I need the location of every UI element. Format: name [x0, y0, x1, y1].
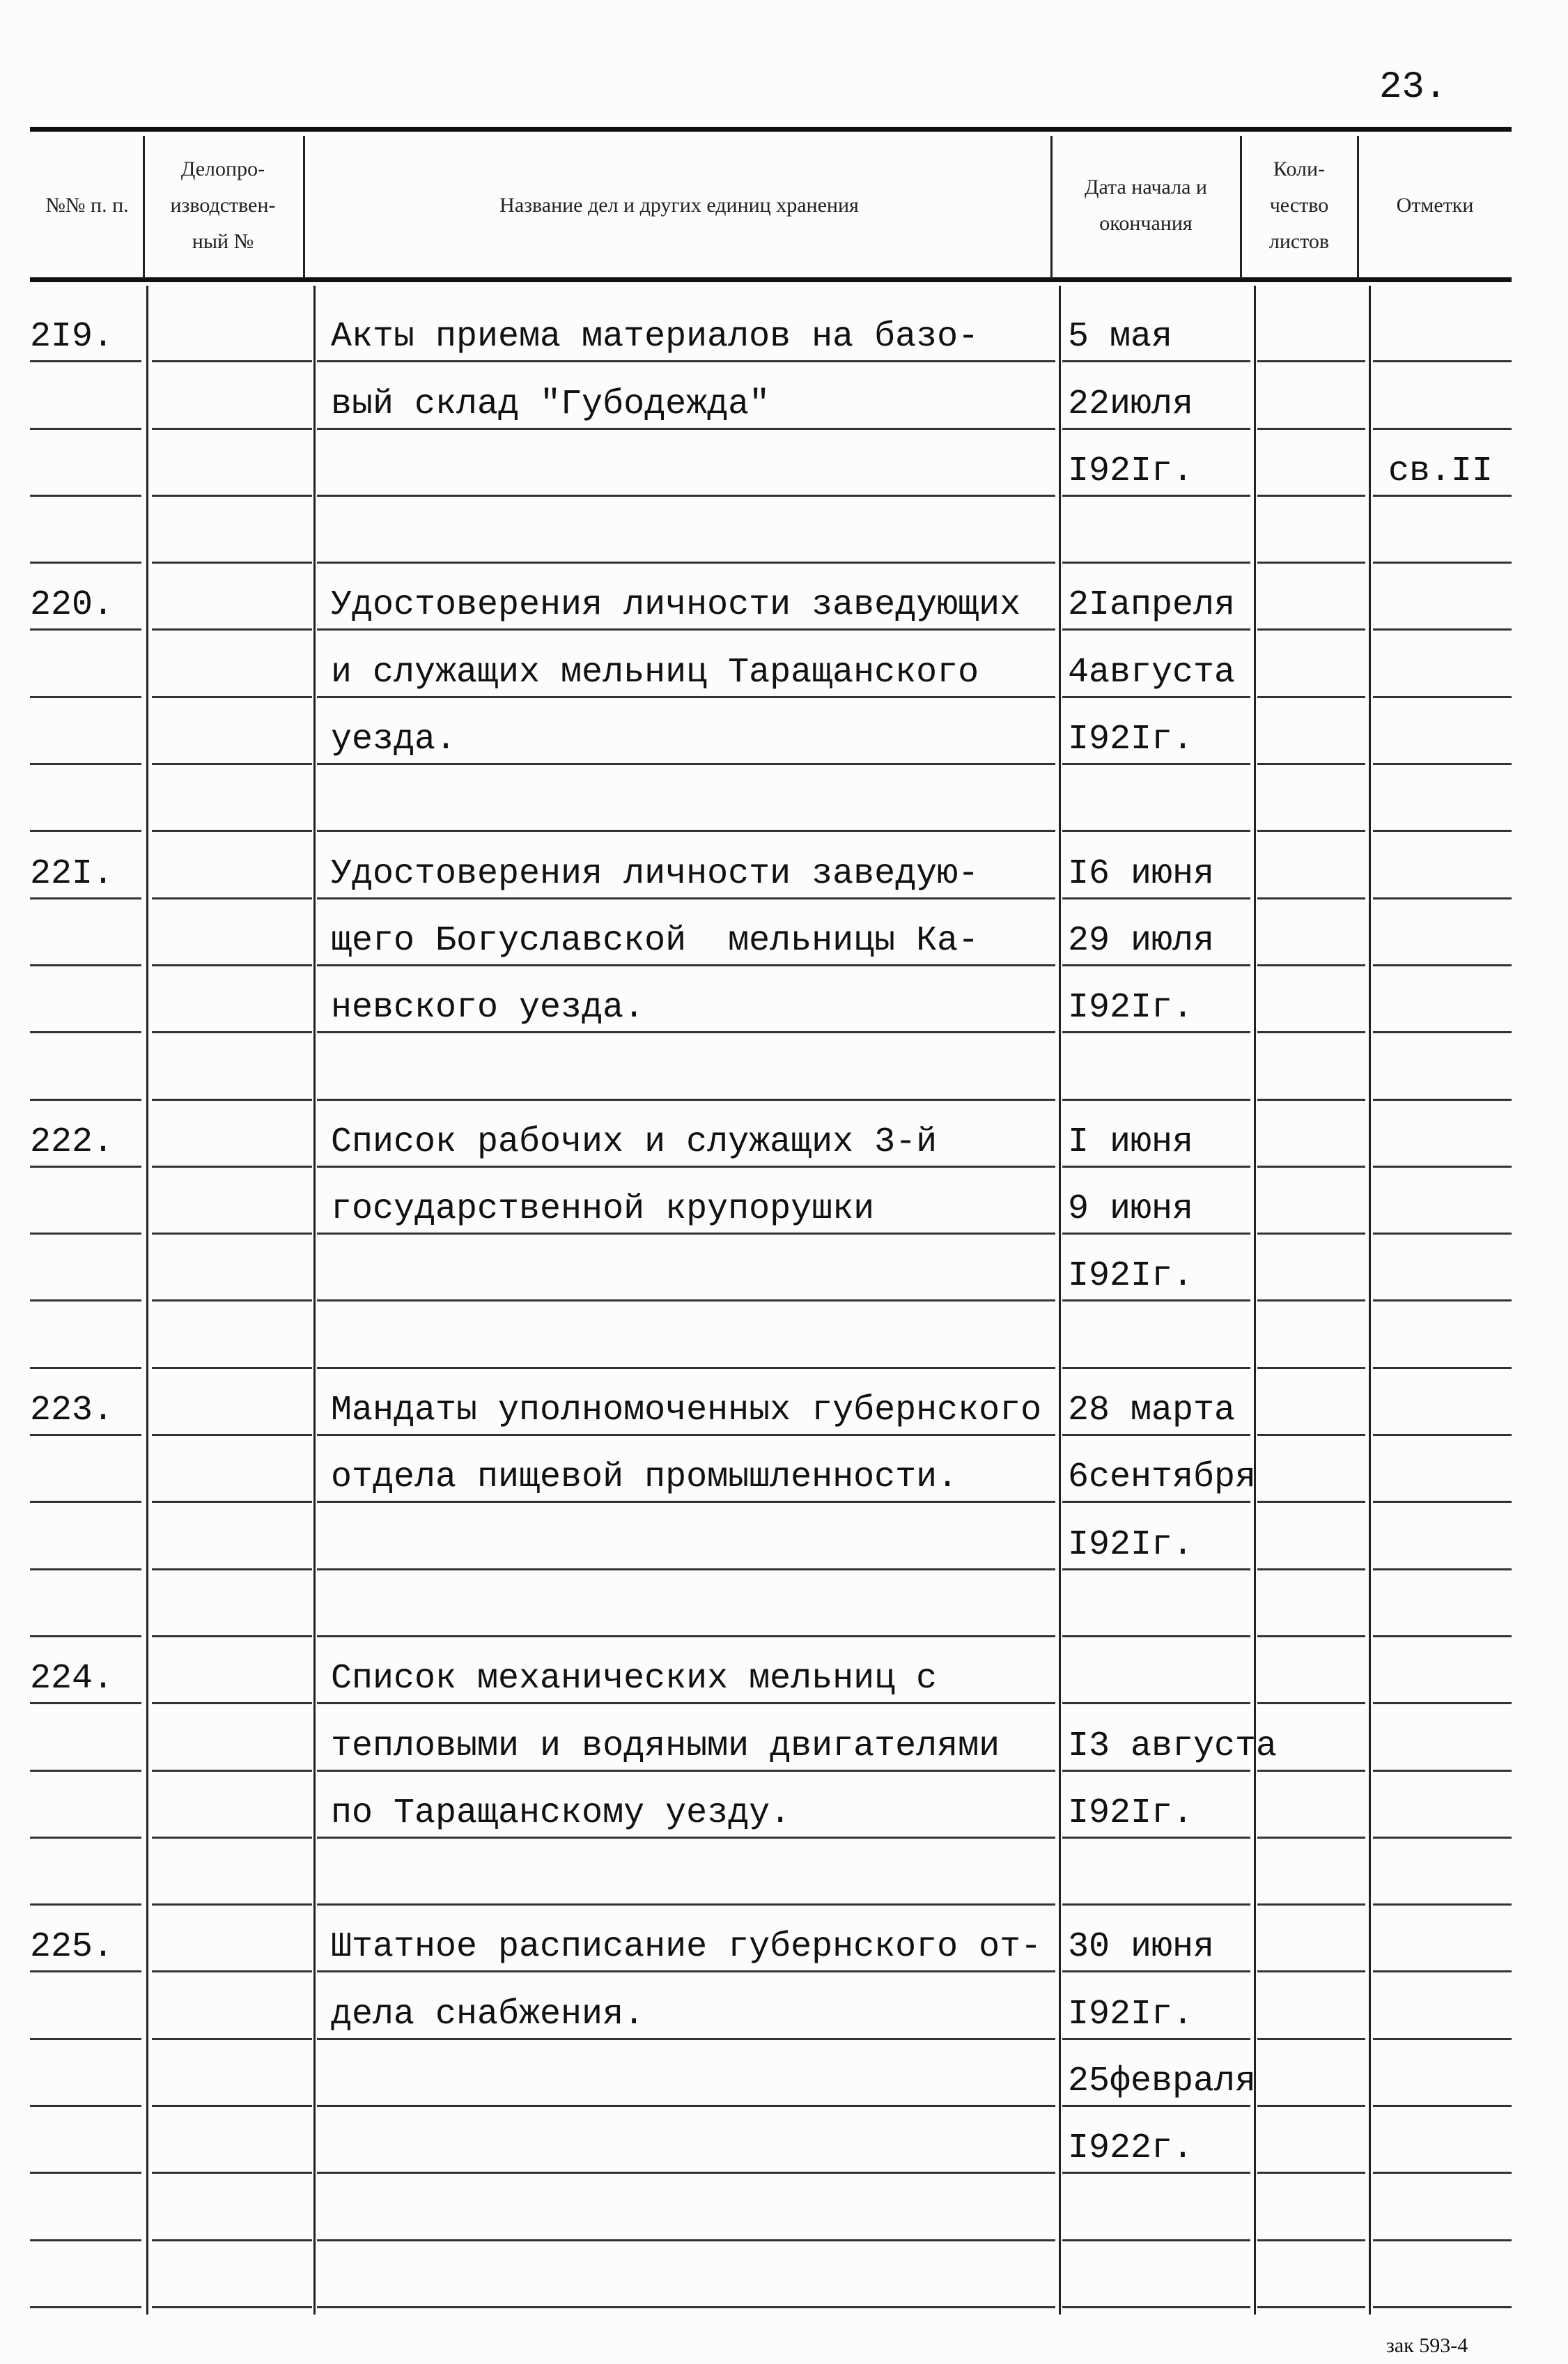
table-row	[30, 1978, 1512, 2045]
row-rule	[1062, 830, 1250, 832]
row-rule	[30, 2105, 141, 2107]
header-divider	[1357, 136, 1359, 279]
row-rule	[317, 1770, 1055, 1772]
row-rule	[1373, 562, 1512, 564]
header-top-rule	[30, 127, 1512, 132]
row-rule	[152, 1099, 312, 1101]
row-rule	[1257, 1837, 1365, 1839]
row-rule	[152, 763, 312, 765]
entry-date-line: 2Iапреля	[1068, 585, 1236, 626]
row-rule	[1062, 1501, 1250, 1503]
row-rule	[1062, 2306, 1250, 2308]
row-rule	[30, 897, 141, 899]
row-rule	[30, 1903, 141, 1906]
row-rule	[1257, 360, 1365, 362]
table-row	[30, 1844, 1512, 1911]
entry-title-line: вый склад "Губодежда"	[331, 384, 770, 424]
table-row	[30, 1576, 1512, 1643]
row-rule	[1062, 628, 1250, 631]
row-rule	[317, 1501, 1055, 1503]
entry-date-line: I июня	[1068, 1122, 1194, 1162]
row-rule	[1373, 495, 1512, 497]
row-rule	[1373, 2105, 1512, 2107]
row-rule	[1257, 830, 1365, 832]
row-rule	[1062, 1099, 1250, 1101]
header-office-num: Делопро- изводствен- ный №	[170, 157, 276, 253]
row-rule	[30, 1970, 141, 1972]
row-rule	[1257, 2105, 1365, 2107]
row-rule	[1373, 1770, 1512, 1772]
table-row	[30, 1508, 1512, 1575]
table-row	[30, 1911, 1512, 1978]
row-rule	[317, 2306, 1055, 2308]
entry-date-line: I92Iг.	[1068, 1793, 1194, 1833]
table-row	[30, 1307, 1512, 1374]
row-rule	[1373, 428, 1512, 430]
row-rule	[30, 2239, 141, 2241]
entry-title-line: и служащих мельниц Таращанского	[331, 652, 979, 693]
entry-number: 220.	[30, 585, 114, 626]
row-rule	[152, 495, 312, 497]
table-row	[30, 1442, 1512, 1508]
header-divider	[1050, 136, 1053, 279]
row-rule	[317, 1837, 1055, 1839]
row-rule	[30, 2306, 141, 2308]
row-rule	[1062, 495, 1250, 497]
row-rule	[1373, 1635, 1512, 1637]
entry-date-line: I3 августа	[1068, 1726, 1278, 1766]
row-rule	[1257, 1299, 1365, 1301]
table-row	[30, 1039, 1512, 1106]
row-rule	[152, 2172, 312, 2174]
row-rule	[1062, 964, 1250, 966]
header-divider	[303, 136, 305, 279]
row-rule	[30, 1635, 141, 1637]
header-num: №№ п. п.	[45, 194, 129, 217]
row-rule	[1062, 1970, 1250, 1972]
row-rule	[30, 1099, 141, 1101]
header-divider	[143, 136, 145, 279]
row-rule	[1257, 1635, 1365, 1637]
row-rule	[1257, 1099, 1365, 1101]
row-rule	[152, 428, 312, 430]
row-rule	[30, 2172, 141, 2174]
row-rule	[1062, 360, 1250, 362]
row-rule	[317, 495, 1055, 497]
table-row	[30, 1710, 1512, 1777]
table-row	[30, 972, 1512, 1039]
header-notes: Отметки	[1396, 194, 1474, 217]
page-number: 23.	[1379, 66, 1447, 109]
entry-number: 22I.	[30, 853, 114, 894]
row-rule	[1373, 2172, 1512, 2174]
row-rule	[30, 1568, 141, 1570]
row-rule	[152, 696, 312, 698]
table-row	[30, 1240, 1512, 1307]
row-rule	[152, 1770, 312, 1772]
entry-date-line: 22июля	[1068, 384, 1194, 424]
row-rule	[1373, 830, 1512, 832]
row-rule	[1062, 1166, 1250, 1168]
table-row	[30, 2179, 1512, 2246]
row-rule	[152, 1903, 312, 1906]
row-rule	[1062, 562, 1250, 564]
row-rule	[317, 830, 1055, 832]
row-rule	[30, 1434, 141, 1436]
row-rule	[1062, 1635, 1250, 1637]
entry-title-line: дела снабжения.	[331, 1994, 645, 2034]
row-rule	[1257, 2038, 1365, 2040]
row-rule	[152, 2306, 312, 2308]
table-row	[30, 837, 1512, 904]
row-rule	[30, 1702, 141, 1704]
row-rule	[1062, 1434, 1250, 1436]
row-rule	[30, 696, 141, 698]
row-rule	[1257, 1770, 1365, 1772]
entry-title-line: государственной крупорушки	[331, 1189, 875, 1230]
row-rule	[317, 360, 1055, 362]
table-row	[30, 301, 1512, 368]
row-rule	[152, 1031, 312, 1033]
row-rule	[1257, 1903, 1365, 1906]
row-rule	[317, 2038, 1055, 2040]
row-rule	[30, 1031, 141, 1033]
row-rule	[30, 1367, 141, 1369]
row-rule	[317, 1970, 1055, 1972]
row-rule	[30, 2038, 141, 2040]
header-divider	[1240, 136, 1242, 279]
row-rule	[1257, 1501, 1365, 1503]
row-rule	[317, 1635, 1055, 1637]
table-row	[30, 905, 1512, 972]
row-rule	[317, 1434, 1055, 1436]
row-rule	[1373, 1166, 1512, 1168]
entry-number: 225.	[30, 1927, 114, 1968]
row-rule	[1373, 964, 1512, 966]
entry-number: 223.	[30, 1391, 114, 1431]
entry-note: св.II	[1388, 451, 1493, 491]
table-row	[30, 2046, 1512, 2112]
entry-title-line: Удостоверения личности заведующих	[331, 585, 1021, 626]
entry-date-line: I92Iг.	[1068, 451, 1194, 491]
row-rule	[317, 2172, 1055, 2174]
row-rule	[317, 964, 1055, 966]
entry-date-line: I6 июня	[1068, 853, 1215, 894]
row-rule	[1373, 897, 1512, 899]
entry-date-line: I92Iг.	[1068, 1256, 1194, 1297]
table-row	[30, 368, 1512, 435]
row-rule	[1257, 1434, 1365, 1436]
entry-title-line: отдела пищевой промышленности.	[331, 1458, 958, 1498]
row-rule	[1257, 628, 1365, 631]
row-rule	[1257, 1568, 1365, 1570]
row-rule	[152, 1702, 312, 1704]
entry-title-line: по Таращанскому уезду.	[331, 1793, 791, 1833]
row-rule	[1062, 1837, 1250, 1839]
entry-number: 224.	[30, 1659, 114, 1699]
row-rule	[152, 2105, 312, 2107]
row-rule	[1062, 696, 1250, 698]
row-rule	[1257, 964, 1365, 966]
row-rule	[1062, 2172, 1250, 2174]
entry-title-line: щего Богуславской мельницы Ка-	[331, 920, 979, 961]
row-rule	[1373, 628, 1512, 631]
table-row	[30, 2112, 1512, 2179]
table-row	[30, 1777, 1512, 1844]
entry-number: 222.	[30, 1122, 114, 1162]
row-rule	[1373, 2306, 1512, 2308]
table-row	[30, 1173, 1512, 1240]
row-rule	[152, 1970, 312, 1972]
row-rule	[30, 1837, 141, 1839]
row-rule	[1257, 2306, 1365, 2308]
entry-date-line: 25февраля	[1068, 2062, 1257, 2102]
table-row	[30, 502, 1512, 569]
entry-date-line: 5 мая	[1068, 317, 1173, 357]
entry-date-line: 6сентября	[1068, 1458, 1257, 1498]
entry-title-line: Акты приема материалов на базо-	[331, 317, 979, 357]
row-rule	[1062, 1702, 1250, 1704]
row-rule	[317, 1099, 1055, 1101]
row-rule	[1062, 1031, 1250, 1033]
row-rule	[1373, 696, 1512, 698]
row-rule	[152, 1233, 312, 1235]
entry-date-line: 4августа	[1068, 652, 1236, 693]
row-rule	[317, 1166, 1055, 1168]
row-rule	[317, 628, 1055, 631]
header-sheets: Коли- чество листов	[1268, 157, 1330, 253]
row-rule	[1062, 1903, 1250, 1906]
row-rule	[152, 628, 312, 631]
entry-title-line: уезда.	[331, 720, 457, 760]
entry-title-line: Список механических мельниц с	[331, 1659, 938, 1699]
row-rule	[1373, 1568, 1512, 1570]
table-row	[30, 1375, 1512, 1442]
row-rule	[152, 2038, 312, 2040]
row-rule	[317, 763, 1055, 765]
row-rule	[1373, 1970, 1512, 1972]
row-rule	[317, 1299, 1055, 1301]
row-rule	[1062, 763, 1250, 765]
row-rule	[1373, 1434, 1512, 1436]
row-rule	[317, 1702, 1055, 1704]
row-rule	[1257, 1031, 1365, 1033]
row-rule	[317, 1367, 1055, 1369]
row-rule	[152, 897, 312, 899]
row-rule	[152, 562, 312, 564]
row-rule	[1257, 1367, 1365, 1369]
row-rule	[1257, 495, 1365, 497]
row-rule	[30, 830, 141, 832]
row-rule	[1062, 1233, 1250, 1235]
row-rule	[317, 428, 1055, 430]
row-rule	[317, 897, 1055, 899]
row-rule	[1257, 562, 1365, 564]
row-rule	[30, 1501, 141, 1503]
row-rule	[1062, 1299, 1250, 1301]
entry-title-line: невского уезда.	[331, 988, 645, 1028]
row-rule	[1257, 1233, 1365, 1235]
entry-date-line: I92Iг.	[1068, 1994, 1194, 2034]
entry-title-line: Штатное расписание губернского от-	[331, 1927, 1042, 1968]
row-rule	[1257, 1702, 1365, 1704]
row-rule	[1373, 1031, 1512, 1033]
row-rule	[30, 428, 141, 430]
entry-title-line: Список рабочих и служащих 3-й	[331, 1122, 938, 1162]
row-rule	[317, 1903, 1055, 1906]
row-rule	[1062, 428, 1250, 430]
row-rule	[152, 830, 312, 832]
row-rule	[1373, 1299, 1512, 1301]
row-rule	[152, 1367, 312, 1369]
footer-order-number: зак 593-4	[1386, 2334, 1468, 2357]
row-rule	[1257, 1166, 1365, 1168]
row-rule	[1373, 1837, 1512, 1839]
entry-number: 2I9.	[30, 317, 114, 357]
row-rule	[152, 1837, 312, 1839]
row-rule	[152, 2239, 312, 2241]
row-rule	[30, 964, 141, 966]
entry-title-line: тепловыми и водяными двигателями	[331, 1726, 1000, 1766]
entry-title-line: Мандаты уполномоченных губернского	[331, 1391, 1042, 1431]
row-rule	[317, 696, 1055, 698]
table-row	[30, 569, 1512, 636]
row-rule	[152, 1299, 312, 1301]
row-rule	[1373, 1233, 1512, 1235]
row-rule	[1062, 897, 1250, 899]
row-rule	[1373, 2239, 1512, 2241]
row-rule	[1373, 1099, 1512, 1101]
row-rule	[152, 1166, 312, 1168]
entry-date-line: 28 марта	[1068, 1391, 1236, 1431]
row-rule	[30, 495, 141, 497]
row-rule	[30, 1166, 141, 1168]
row-rule	[1257, 2239, 1365, 2241]
row-rule	[30, 1299, 141, 1301]
table-row	[30, 704, 1512, 771]
header-dates: Дата начала и окончания	[1085, 176, 1207, 235]
row-rule	[1373, 1501, 1512, 1503]
row-rule	[1373, 1702, 1512, 1704]
row-rule	[317, 1568, 1055, 1570]
row-rule	[1257, 428, 1365, 430]
header-title: Название дел и других единиц хранения	[499, 194, 859, 217]
table-row	[30, 2247, 1512, 2314]
row-rule	[317, 2105, 1055, 2107]
inventory-table	[30, 301, 1512, 2314]
entry-title-line: Удостоверения личности заведую-	[331, 853, 979, 894]
entry-date-line: 30 июня	[1068, 1927, 1215, 1968]
row-rule	[317, 2239, 1055, 2241]
row-rule	[152, 964, 312, 966]
row-rule	[152, 1501, 312, 1503]
row-rule	[30, 360, 141, 362]
row-rule	[1062, 2105, 1250, 2107]
row-rule	[317, 562, 1055, 564]
row-rule	[1257, 897, 1365, 899]
table-row	[30, 1643, 1512, 1710]
row-rule	[152, 1635, 312, 1637]
entry-date-line: 29 июля	[1068, 920, 1215, 961]
row-rule	[1062, 2038, 1250, 2040]
entry-date-line: I92Iг.	[1068, 1524, 1194, 1565]
entry-date-line: I92Iг.	[1068, 720, 1194, 760]
row-rule	[1062, 1367, 1250, 1369]
row-rule	[30, 1233, 141, 1235]
row-rule	[30, 1770, 141, 1772]
row-rule	[317, 1031, 1055, 1033]
row-rule	[1373, 360, 1512, 362]
row-rule	[30, 763, 141, 765]
row-rule	[1062, 1568, 1250, 1570]
table-row	[30, 636, 1512, 703]
table-row	[30, 771, 1512, 837]
row-rule	[30, 562, 141, 564]
row-rule	[1062, 2239, 1250, 2241]
row-rule	[1062, 1770, 1250, 1772]
row-rule	[1373, 1367, 1512, 1369]
row-rule	[152, 1434, 312, 1436]
row-rule	[152, 1568, 312, 1570]
row-rule	[1257, 696, 1365, 698]
row-rule	[1373, 2038, 1512, 2040]
row-rule	[1373, 763, 1512, 765]
row-rule	[1257, 1970, 1365, 1972]
row-rule	[1257, 763, 1365, 765]
table-row	[30, 435, 1512, 502]
row-rule	[317, 1233, 1055, 1235]
entry-date-line: I922г.	[1068, 2129, 1194, 2169]
row-rule	[1373, 1903, 1512, 1906]
row-rule	[1257, 2172, 1365, 2174]
row-rule	[152, 360, 312, 362]
entry-date-line: 9 июня	[1068, 1189, 1194, 1230]
table-row	[30, 1106, 1512, 1173]
entry-date-line: I92Iг.	[1068, 988, 1194, 1028]
row-rule	[30, 628, 141, 631]
